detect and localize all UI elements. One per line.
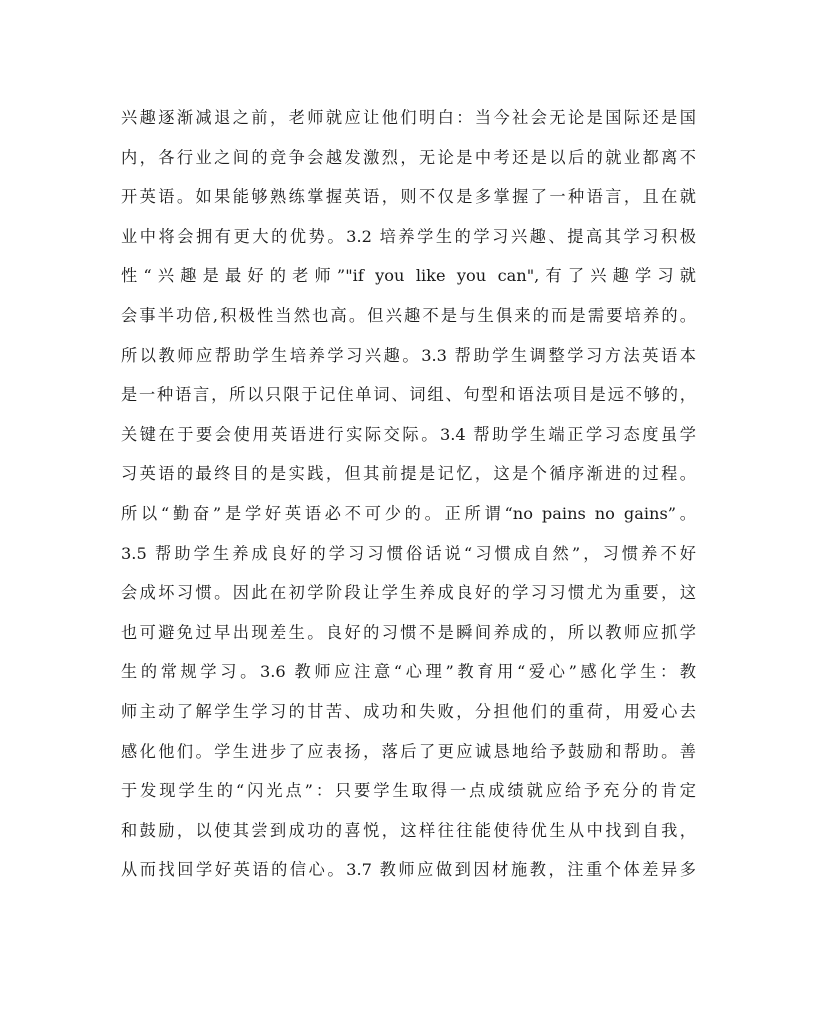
text-line: 是一种语言，所以只限于记住单词、词组、句型和语法项目是远不够的， xyxy=(121,385,696,405)
text-line: 会事半功倍,积极性当然也高。但兴趣不是与生俱来的而是需要培养的。 xyxy=(121,305,696,325)
text-line: 生的常规学习。3.6 教师应注意“心理”教育用“爱心”感化学生：教 xyxy=(121,662,696,682)
text-line: 业中将会拥有更大的优势。3.2 培养学生的学习兴趣、提高其学习积极 xyxy=(121,226,696,246)
text-line: 和鼓励，以使其尝到成功的喜悦，这样往往能使待优生从中找到自我， xyxy=(121,820,696,840)
text-line: 习英语的最终目的是实践，但其前提是记忆，这是个循序渐进的过程。 xyxy=(121,464,696,484)
text-line: 所以“勤奋”是学好英语必不可少的。正所谓“no pains no gains”。 xyxy=(121,503,696,523)
text-line: 3.5 帮助学生养成良好的学习习惯俗话说“习惯成自然”，习惯养不好 xyxy=(121,543,696,563)
text-line: 兴趣逐渐减退之前，老师就应让他们明白：当今社会无论是国际还是国 xyxy=(121,108,696,127)
text-line: 感化他们。学生进步了应表扬，落后了更应诚恳地给予鼓励和帮助。善 xyxy=(121,741,696,761)
body-text xyxy=(121,98,696,890)
text-line: 关键在于要会使用英语进行实际交际。3.4 帮助学生端正学习态度虽学 xyxy=(121,424,696,444)
text-line: 性“兴趣是最好的老师”"if you like you can",有了兴趣学习就 xyxy=(121,266,696,286)
text-line: 会成坏习惯。因此在初学阶段让学生养成良好的学习习惯尤为重要，这 xyxy=(121,583,696,603)
text-line: 从而找回学好英语的信心。3.7 教师应做到因材施教，注重个体差异多 xyxy=(121,860,696,880)
text-line: 也可避免过早出现差生。良好的习惯不是瞬间养成的，所以教师应抓学 xyxy=(121,622,696,642)
text-line: 师主动了解学生学习的甘苦、成功和失败，分担他们的重荷，用爱心去 xyxy=(121,701,696,721)
text-line: 所以教师应帮助学生培养学习兴趣。3.3 帮助学生调整学习方法英语本 xyxy=(121,345,696,365)
text-line: 于发现学生的“闪光点”：只要学生取得一点成绩就应给予充分的肯定 xyxy=(121,781,696,801)
text-line: 内，各行业之间的竞争会越发激烈，无论是中考还是以后的就业都离不 xyxy=(121,147,696,167)
text-line: 开英语。如果能够熟练掌握英语，则不仅是多掌握了一种语言，且在就 xyxy=(121,187,696,207)
